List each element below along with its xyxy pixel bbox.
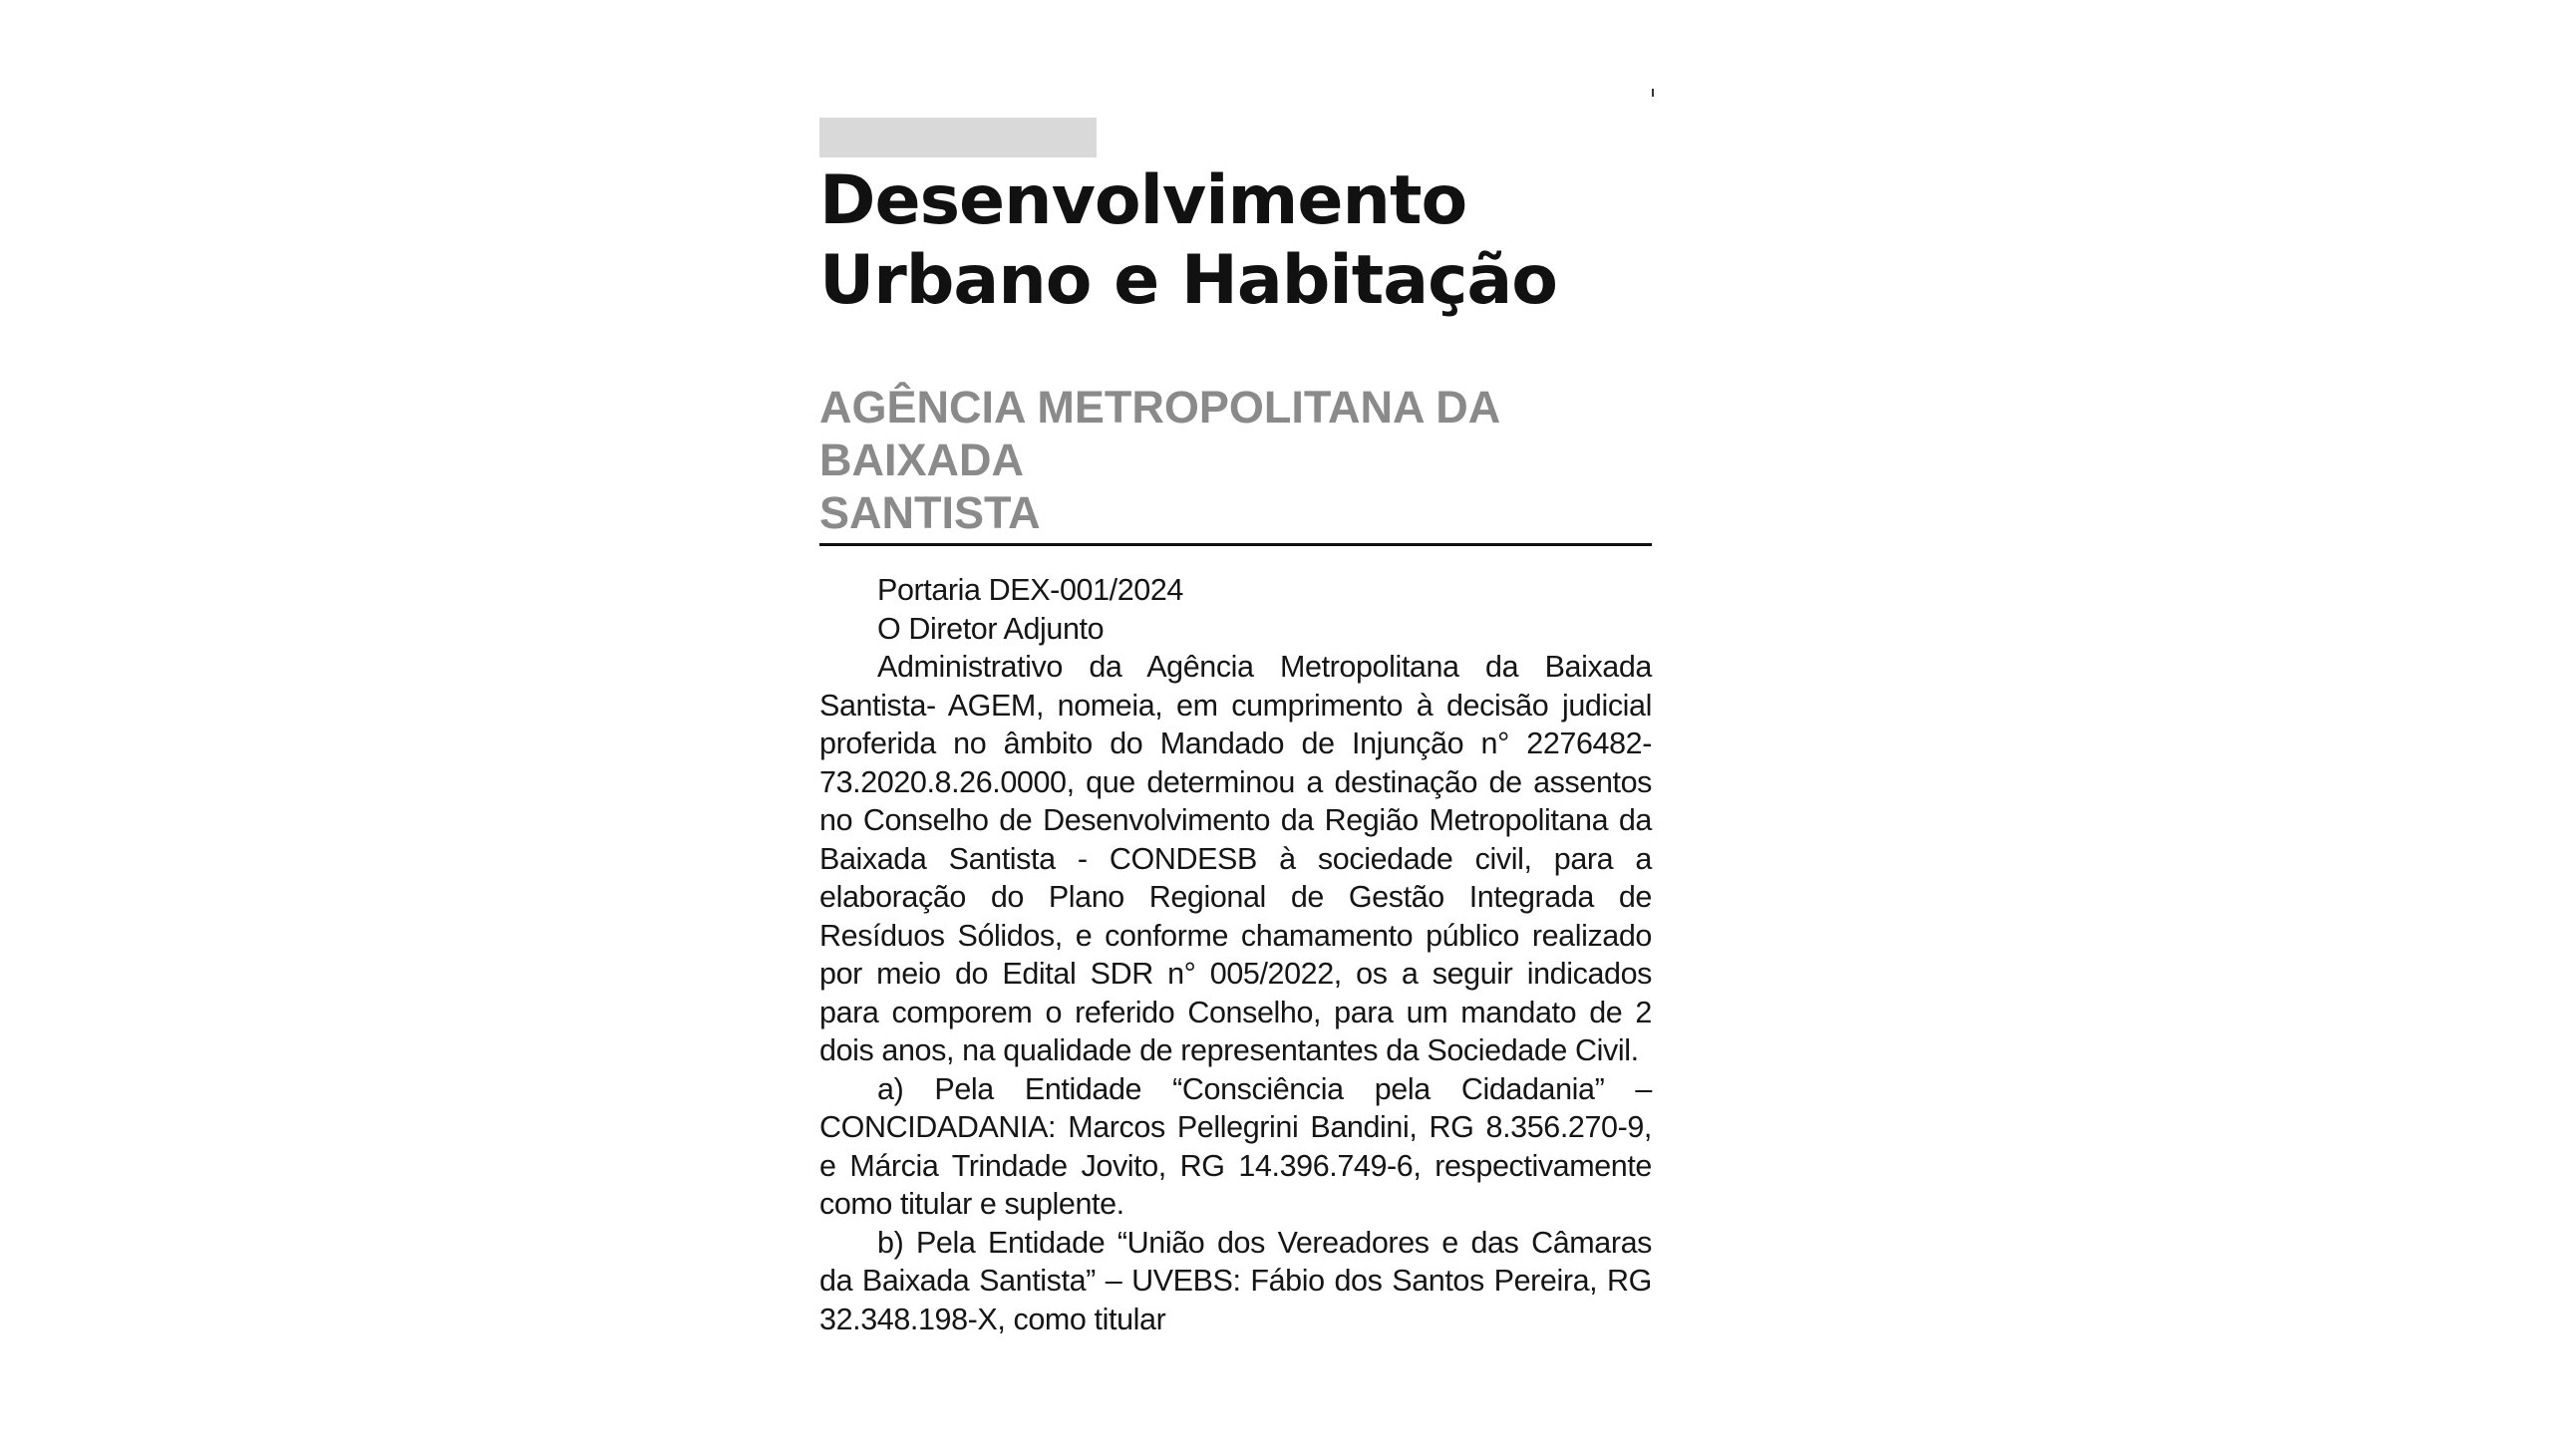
act-item-a: a) Pela Entidade “Consciência pela Cidadania” – CONCIDADANIA: Marcos Pellegrini Bandini, RG 8.356.270-9, e Márcia Trindade Jovito, RG 14.396.749-6, respectivamente como titular e suplente. — [819, 1071, 1652, 1221]
act-number: Portaria DEX-001/2024 — [877, 573, 1183, 607]
section-tab-bar — [819, 118, 1097, 157]
act-main-paragraph: Administrativo da Agência Metropolitana da Baixada Santista- AGEM, nomeia, em cumprimento à decisão judicial proferida no âmbito do Mandado de Injunção n° 2276482-73.2020.8.26.0000, que determinou a destinação de assentos no Conselho de Desenvolvimento da Região Metropolitana da Baixada Santista - CONDESB à sociedade civil, para a elaboração do Plano Regional de Gestão Integrada de Resíduos Sólidos, e conforme chamamento público realizado por meio do Edital SDR n° 005/2022, os a seguir indicados para comporem o referido Conselho, para um mandato de 2 dois anos, na qualidade de representantes da Sociedade Civil. — [819, 650, 1652, 1067]
section-title-line-2: Urbano e Habitação — [819, 241, 1557, 320]
agency-heading-line-1: AGÊNCIA METROPOLITANA DA BAIXADA — [819, 382, 1499, 485]
agency-heading-line-2: SANTISTA — [819, 487, 1041, 538]
document-column — [819, 118, 1652, 1338]
corner-mark — [1652, 89, 1654, 97]
act-item-b: b) Pela Entidade “União dos Vereadores e das Câmaras da Baixada Santista” – UVEBS: Fábio dos Santos Pereira, RG 32.348.198-X, como titular — [819, 1225, 1652, 1336]
act-signatory: O Diretor Adjunto — [877, 611, 1105, 646]
agency-heading — [819, 381, 1652, 546]
section-title — [819, 161, 1652, 321]
act-body — [819, 571, 1652, 1338]
section-title-line-1: Desenvolvimento — [819, 161, 1467, 240]
